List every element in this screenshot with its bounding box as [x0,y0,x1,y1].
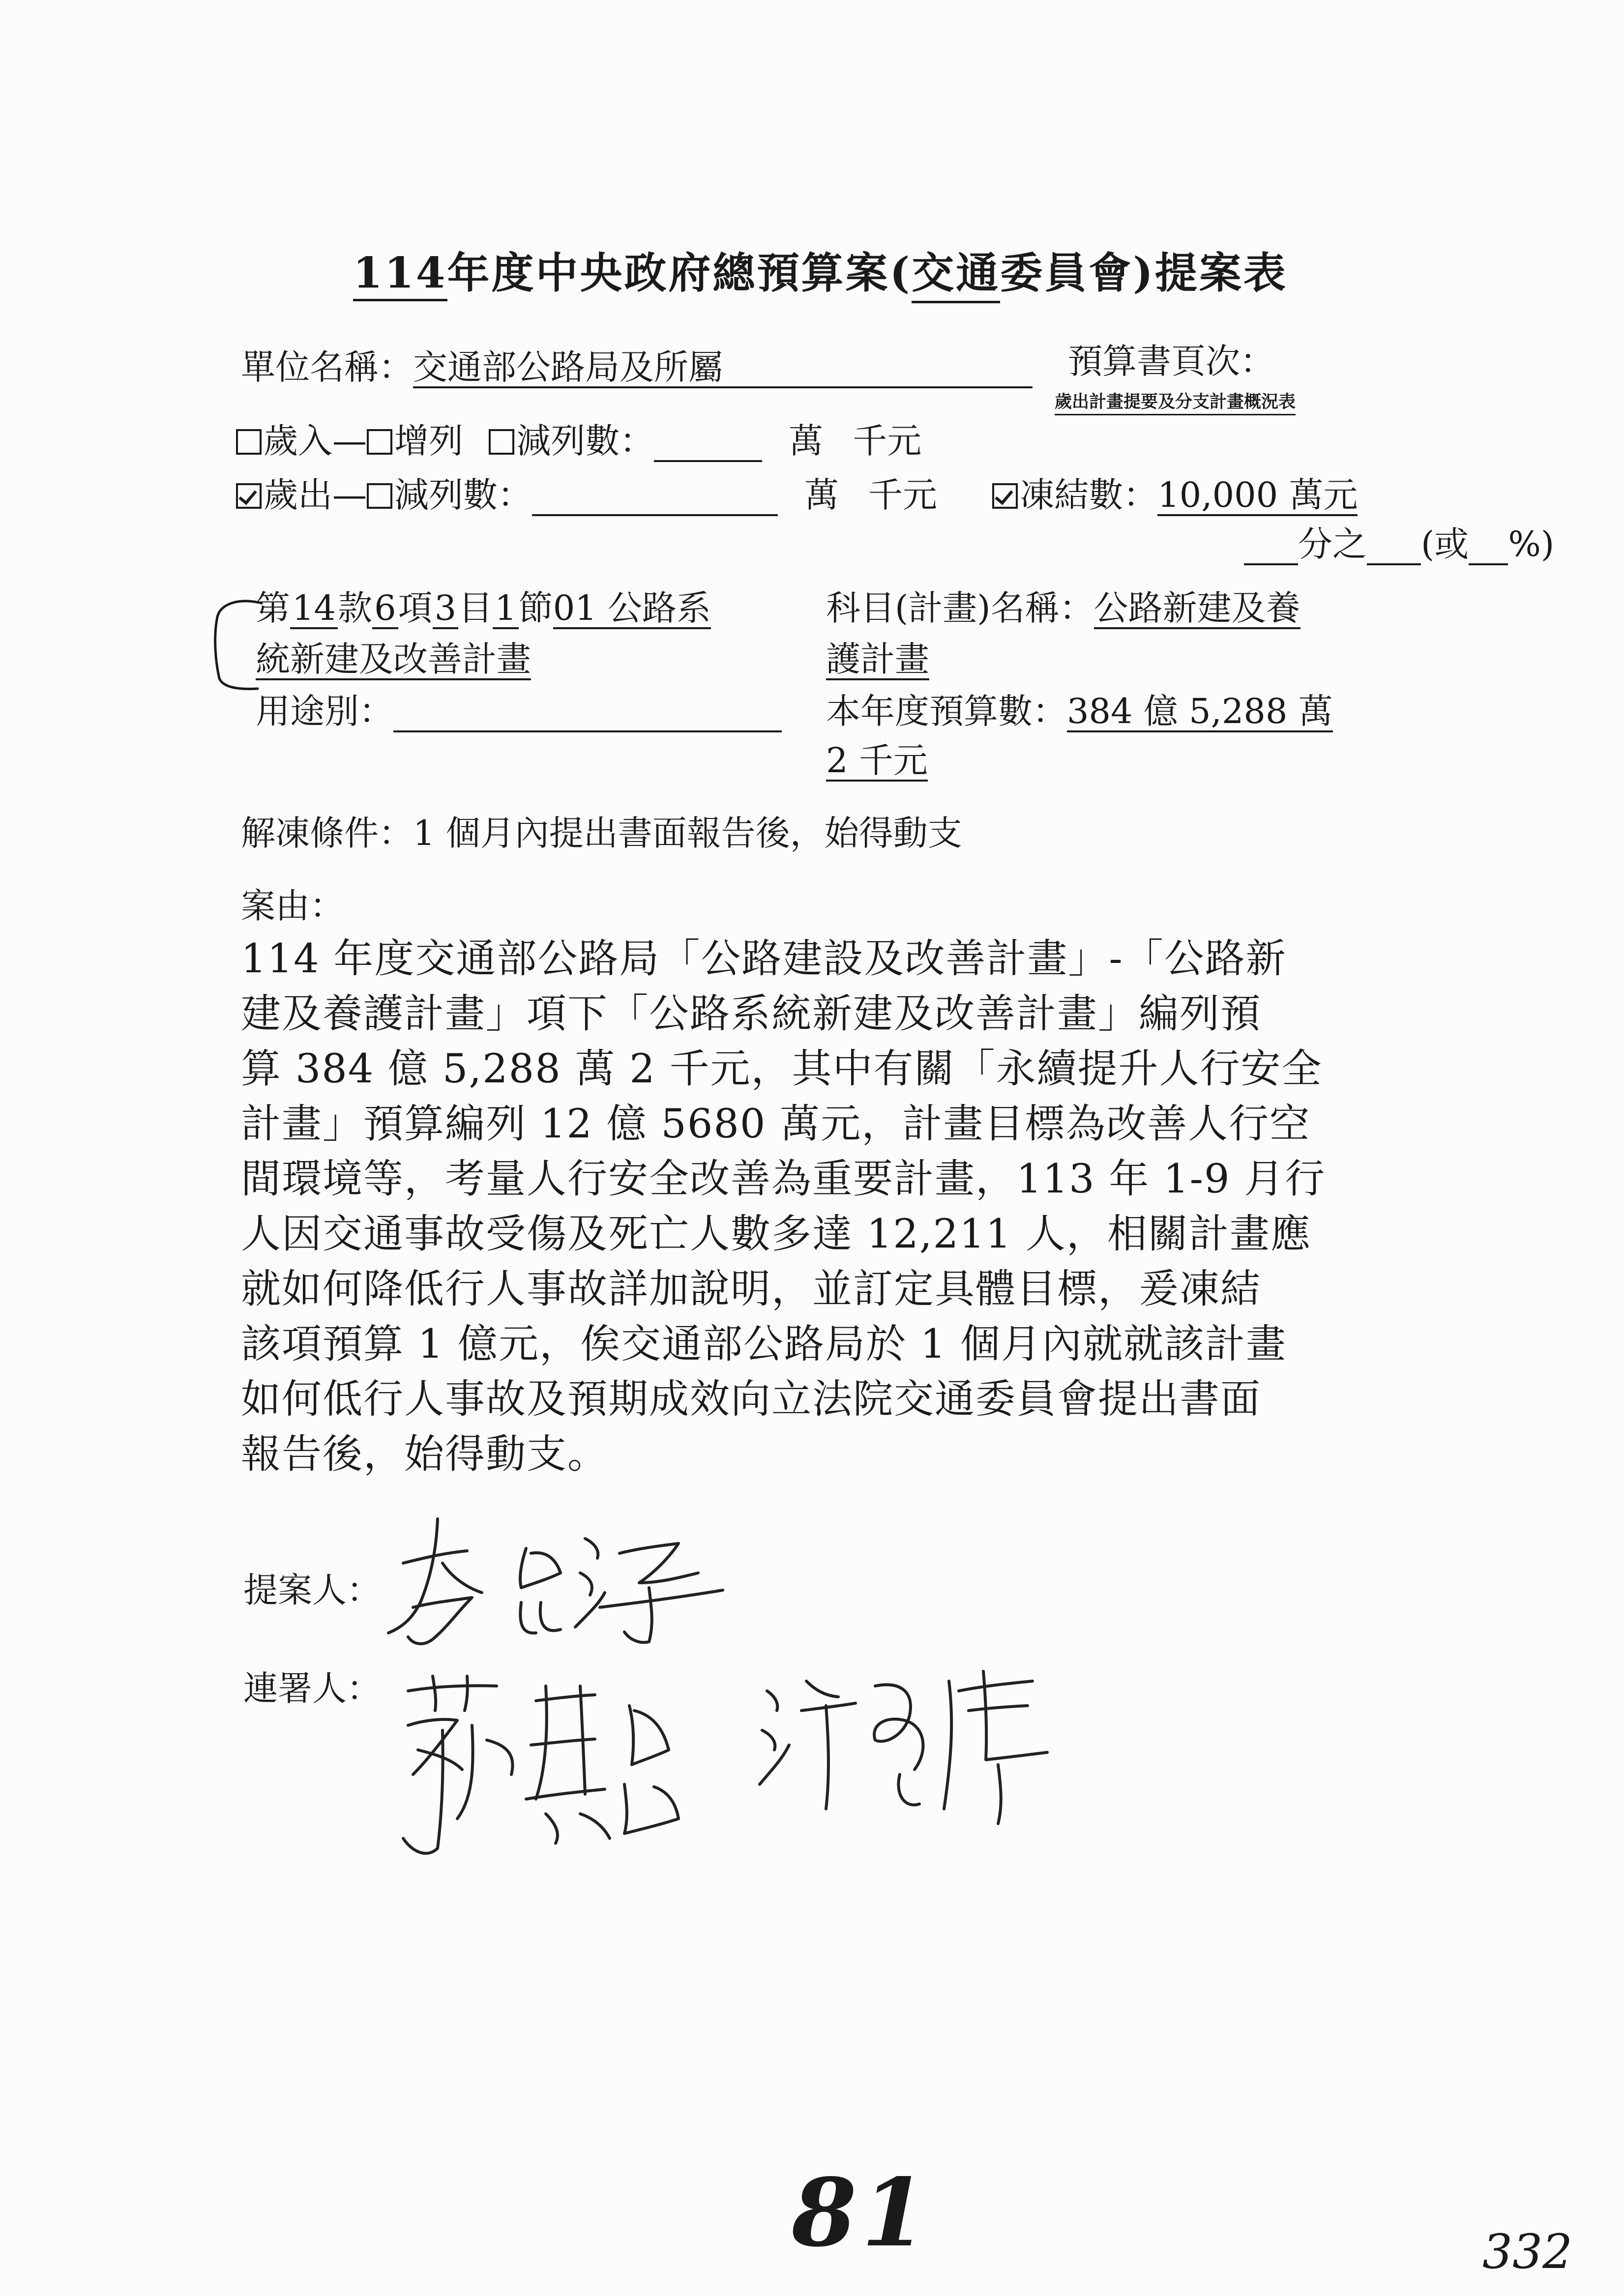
revenue-increase-checkbox[interactable] [367,429,392,455]
percent-close: %) [1508,524,1555,564]
budget-page-value: 歲出計畫提要及分支計畫概況表 [1055,388,1296,415]
usage-row [256,691,782,732]
expenditure-decrease-checkbox[interactable] [367,483,392,509]
reason-line: 間環境等，考量人行安全改善為重要計畫，113 年 1-9 月行 [241,1156,1326,1202]
fraction-numerator-blank[interactable] [1367,527,1421,565]
title-part2: 委員會)提案表 [1000,248,1288,298]
proposer-signature [374,1504,728,1652]
freeze-value: 10,000 萬元 [1157,475,1358,515]
expenditure-row [236,475,1358,516]
expenditure-checkbox[interactable] [236,483,262,509]
subject-budget-value-line1: 384 億 5,288 萬 [1067,691,1333,731]
freeze-label: 凍結數： [1020,475,1158,515]
reason-body [241,931,1391,1482]
subject-budget-line-2 [826,740,928,782]
reason-line: 如何低行人事故及預期成效向立法院交通委員會提出書面 [241,1376,1262,1423]
document-title [353,239,1288,303]
subject-line-2 [826,639,929,680]
title-year: 114 [353,248,447,301]
usage-blank[interactable] [393,694,782,732]
reason-line: 報告後，始得動支。 [241,1431,609,1478]
reason-line: 算 384 億 5,288 萬 2 千元，其中有關「永續提升人行安全 [241,1046,1323,1092]
reason-line: 該項預算 1 億元，俟交通部公路局於 1 個月內就就該計畫 [241,1321,1287,1367]
cosigner-signature-1 [388,1671,693,1868]
section-xiang-num: 6 [372,591,398,629]
usage-label: 用途別： [256,691,393,731]
expenditure-label: 歲出— [264,475,367,515]
section-jie-num: 1 [493,591,519,629]
revenue-checkbox[interactable] [236,429,262,455]
reason-line: 建及養護計畫」項下「公路系統新建及改善計畫」編列預 [241,991,1262,1037]
subject-budget-value-line2: 2 千元 [826,740,928,781]
expenditure-qian-yuan: 千元 [868,475,937,515]
title-part1: 年度中央政府總預算案( [447,248,912,298]
revenue-decrease-blank[interactable] [654,424,762,462]
cosigners-label: 連署人： [243,1668,381,1709]
section-line-2 [256,639,531,680]
fraction-denominator-blank[interactable] [1244,527,1298,565]
section-di: 第 [256,588,290,628]
fraction-text: 分之 [1298,524,1367,564]
section-kuan: 款 [338,588,373,628]
section-code: 01 公路系 [553,588,711,628]
subject-budget-label: 本年度預算數： [826,691,1067,731]
unit-row [241,347,1033,388]
subject-value-line1: 公路新建及養 [1093,588,1300,628]
revenue-decrease-checkbox[interactable] [489,429,514,455]
subject-budget-line-1 [826,691,1333,732]
budget-page-label: 預算書頁次： [1068,341,1274,381]
revenue-label: 歲入— [264,421,367,461]
unfreeze-condition: 解凍條件：1 個月內提出書面報告後，始得動支 [241,813,962,853]
reason-line: 114 年度交通部公路局「公路建設及改善計畫」-「公路新 [241,936,1287,982]
subject-value-line2: 護計畫 [826,639,929,679]
page-number: 81 [792,2158,932,2267]
section-line-1 [256,588,711,629]
unit-label: 單位名稱： [241,347,413,387]
or-open: (或 [1421,524,1469,564]
reason-line: 人因交通事故受傷及死亡人數多達 12,211 人，相關計畫應 [241,1211,1311,1257]
corner-number: 332 [1482,2224,1573,2279]
revenue-increase-label: 增列 [394,421,463,461]
subject-line-1 [826,588,1300,629]
expenditure-decrease-blank[interactable] [532,478,778,516]
reason-line: 計畫」預算編列 12 億 5680 萬元，計畫目標為改善人行空 [241,1101,1311,1147]
revenue-row [236,421,922,462]
revenue-wan: 萬 [789,421,824,461]
revenue-decrease-label: 減列數： [516,421,654,461]
cosigner-signature-2 [752,1661,1057,1848]
reason-label: 案由： [241,886,344,926]
percent-blank[interactable] [1469,527,1508,565]
proposer-label: 提案人： [243,1570,381,1610]
fraction-row [1244,524,1555,565]
section-mu: 目 [458,588,493,628]
revenue-qian-yuan: 千元 [853,421,922,461]
section-mu-num: 3 [433,591,459,629]
section-xiang: 項 [398,588,433,628]
title-committee: 交通 [912,239,1000,303]
section-code-line2: 統新建及改善計畫 [256,639,531,679]
expenditure-decrease-label: 減列數： [394,475,532,515]
freeze-checkbox[interactable] [992,483,1018,509]
subject-label: 科目(計畫)名稱： [826,588,1094,628]
section-kuan-num: 14 [290,591,338,629]
expenditure-wan: 萬 [804,475,839,515]
unit-value: 交通部公路局及所屬 [413,350,1033,388]
handwritten-bracket [207,597,266,696]
section-jie: 節 [518,588,553,628]
reason-line: 就如何降低行人事故詳加說明，並訂定具體目標，爰凍結 [241,1266,1262,1312]
